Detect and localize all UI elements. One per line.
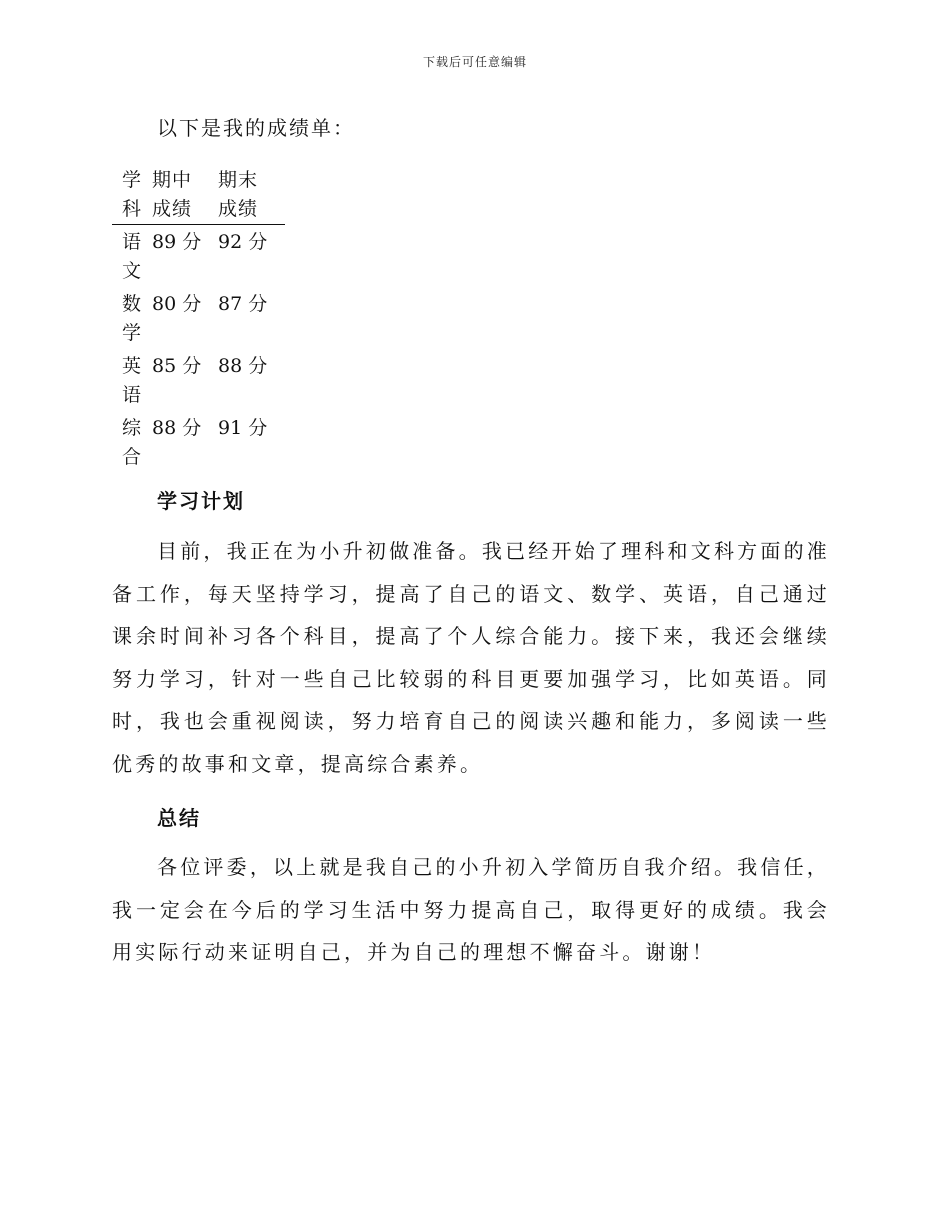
cell-midterm: 89 分: [152, 231, 202, 253]
table-row: [112, 414, 285, 472]
cell-midterm: 80 分: [152, 293, 202, 315]
header-midterm: 期中 成绩: [152, 169, 193, 220]
cell-subject: 数 学: [122, 293, 142, 344]
cell-final: 91 分: [218, 417, 268, 439]
study-plan-paragraph: 目前，我正在为小升初做准备。我已经开始了理科和文科方面的准备工作，每天坚持学习，提高了自己的语文、数学、英语，自己通过课余时间补习各个科目，提高了个人综合能力。接下来，我还会继续努力学习，针对一些自己比较弱的科目更要加强学习，比如英语。同时，我也会重视阅读，努力培育自己的阅读兴趣和能力，多阅读一些优秀的故事和文章，提高综合素养。: [112, 539, 830, 776]
cell-subject: 英 语: [122, 355, 142, 406]
table-row: [112, 352, 285, 410]
cell-subject: 语 文: [122, 231, 142, 282]
cell-midterm: 88 分: [152, 417, 202, 439]
cell-subject: 综 合: [122, 417, 142, 468]
cell-midterm: 85 分: [152, 355, 202, 377]
summary-heading: 总结: [157, 806, 201, 830]
header-subject: 学 科: [122, 169, 142, 220]
table-row: [112, 228, 285, 286]
page-header: 下载后可任意编辑: [422, 55, 527, 69]
header-final: 期末 成绩: [218, 169, 259, 220]
summary-paragraph: 各位评委，以上就是我自己的小升初入学简历自我介绍。我信任，我一定会在今后的学习生活中努力提高自己，取得更好的成绩。我会用实际行动来证明自己，并为自己的理想不懈奋斗。谢谢！: [112, 855, 830, 964]
study-plan-heading: 学习计划: [157, 489, 245, 513]
score-table: [112, 166, 285, 472]
cell-final: 87 分: [218, 293, 268, 315]
cell-final: 92 分: [218, 231, 268, 253]
table-row: [112, 290, 285, 348]
cell-final: 88 分: [218, 355, 268, 377]
table-header-row: [112, 166, 285, 225]
intro-text: 以下是我的成绩单：: [157, 116, 355, 140]
